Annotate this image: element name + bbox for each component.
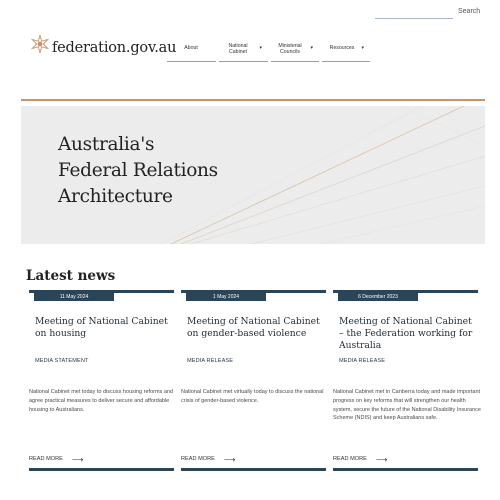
nav-item-about[interactable] — [167, 40, 216, 62]
news-card — [29, 290, 174, 472]
card-body: National Cabinet met virtually today to discuss the national crisis of gender-based violence. — [181, 389, 324, 404]
search-bar — [375, 6, 483, 20]
card-title[interactable]: Meeting of National Cabinet on housing — [35, 316, 168, 339]
card-bottom-bar — [181, 468, 326, 471]
star-emblem-icon — [30, 34, 50, 54]
card-body: National Cabinet met in Canberra today and made important progress on key reforms that will strengthen our health system, secure the future of the National Disability Insurance Scheme (NDIS) and keep Australians safe. — [333, 389, 481, 422]
read-more-label: READ MORE — [181, 456, 215, 462]
hero-banner — [21, 106, 485, 244]
card-type: MEDIA RELEASE — [339, 358, 386, 364]
hero-title-line2: Federal Relations — [58, 160, 218, 181]
chevron-down-icon: ▾ — [361, 45, 364, 51]
card-bottom-bar — [29, 468, 174, 471]
chevron-down-icon: ▾ — [310, 45, 313, 51]
nav-national-cabinet-line1: National — [228, 43, 248, 49]
card-bottom-bar — [333, 468, 478, 471]
arrow-right-icon: ⟶ — [71, 454, 84, 464]
card-type: MEDIA RELEASE — [187, 358, 234, 364]
search-input[interactable] — [375, 18, 453, 19]
site-name: federation.gov.au — [52, 40, 177, 56]
read-more-label: READ MORE — [29, 456, 63, 462]
arrow-right-icon: ⟶ — [375, 454, 388, 464]
card-date: 11 May 2024 — [34, 293, 114, 301]
card-body: National Cabinet met today to discuss housing reforms and agree practical measures to deliver secure and affordable housing to Australians. — [29, 389, 173, 413]
nav-resources-label: Resources — [329, 45, 355, 51]
nav-ministerial-line2: Councils — [280, 48, 300, 55]
card-type: MEDIA STATEMENT — [35, 358, 89, 364]
hero-title-line1: Australia's — [58, 134, 155, 155]
nav-item-ministerial-councils[interactable] — [271, 40, 319, 62]
read-more-label: READ MORE — [333, 456, 367, 462]
read-more-link[interactable] — [333, 456, 387, 462]
latest-news-heading: Latest news — [26, 268, 116, 284]
chevron-down-icon: ▾ — [259, 45, 262, 51]
nav-item-resources[interactable] — [322, 40, 370, 62]
nav-about-label: About — [184, 45, 198, 51]
site-logo[interactable] — [30, 32, 176, 56]
nav-ministerial-label — [271, 44, 309, 56]
search-button[interactable]: Search — [458, 8, 481, 15]
read-more-link[interactable] — [29, 456, 83, 462]
header-divider — [21, 99, 485, 101]
news-card — [333, 290, 481, 472]
nav-item-national-cabinet[interactable] — [219, 40, 268, 62]
card-title[interactable]: Meeting of National Cabinet on gender-based violence — [187, 316, 320, 339]
news-card — [181, 290, 326, 472]
nav-national-cabinet-label — [219, 44, 257, 56]
card-title[interactable]: Meeting of National Cabinet – the Federation working for Australia — [339, 316, 473, 351]
nav-ministerial-line1: Ministerial — [278, 43, 302, 49]
hero-title-line3: Architecture — [58, 186, 173, 207]
arrow-right-icon: ⟶ — [223, 454, 236, 464]
main-nav — [167, 40, 370, 62]
read-more-link[interactable] — [181, 456, 235, 462]
card-date: 1 May 2024 — [186, 293, 266, 301]
nav-national-cabinet-line2: Cabinet — [229, 48, 247, 55]
hero-title — [58, 132, 218, 210]
card-date: 6 December 2023 — [338, 293, 418, 301]
